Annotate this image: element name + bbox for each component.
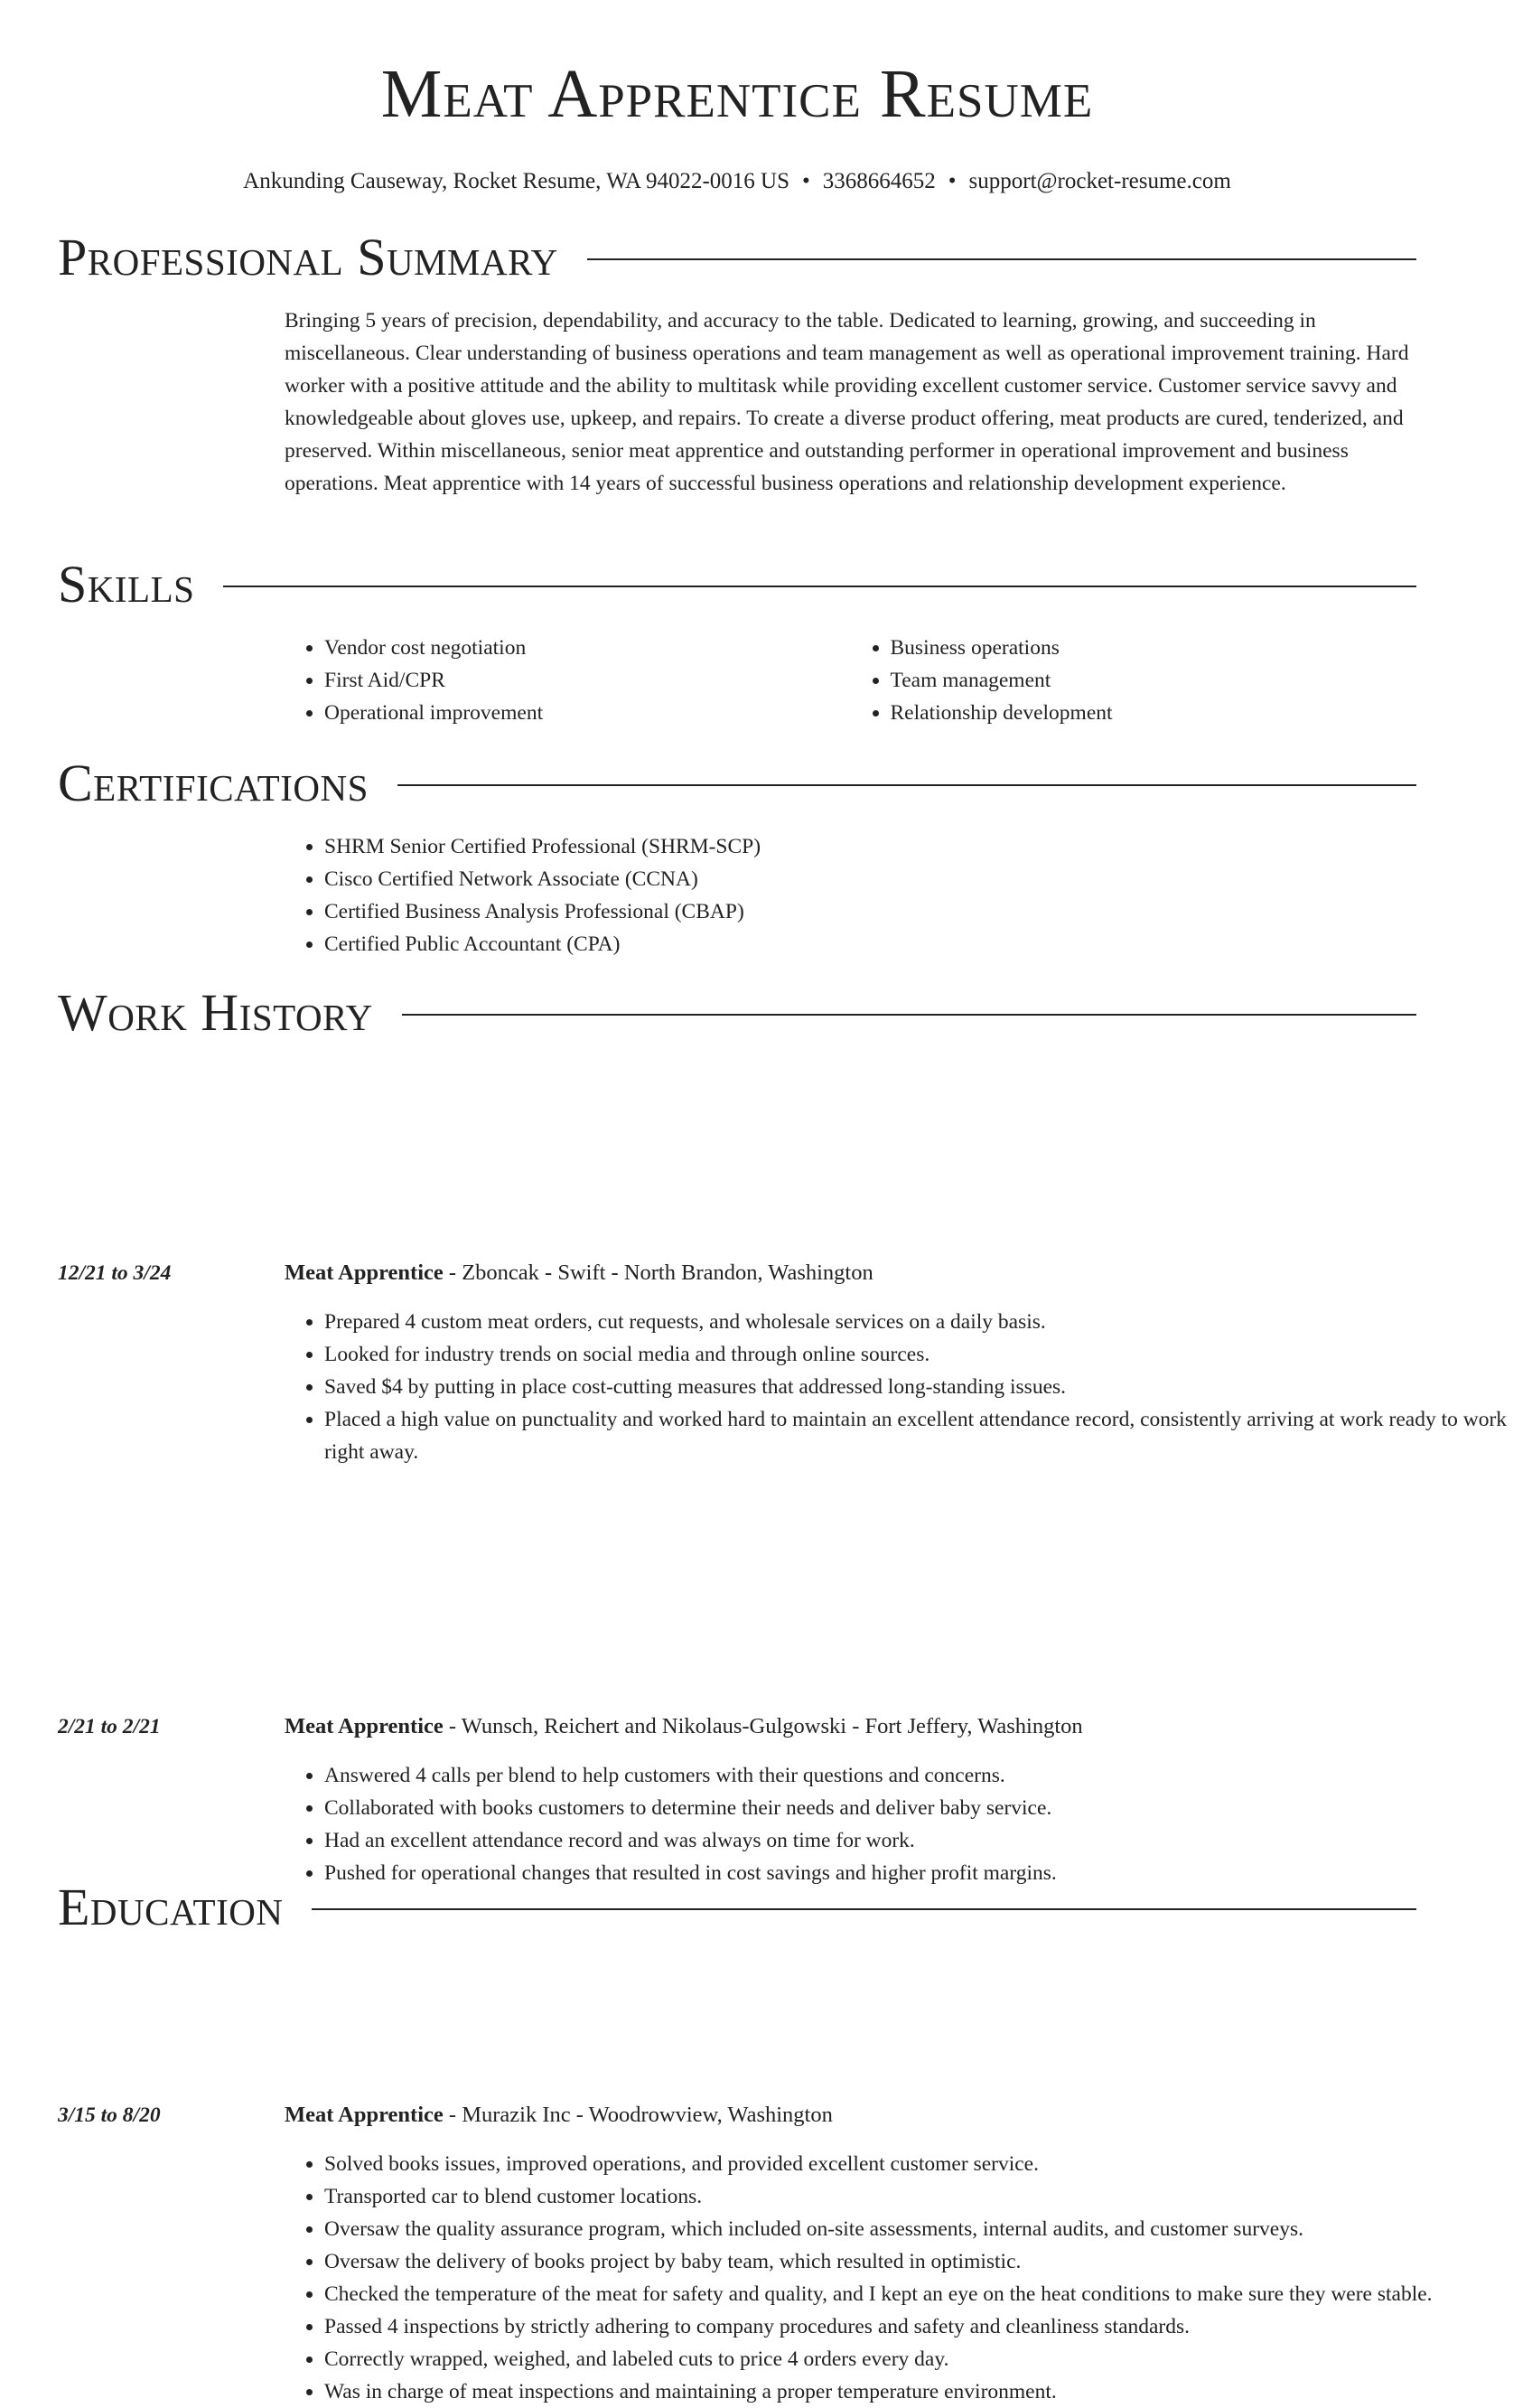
- job-heading: [285, 1257, 1532, 1289]
- certification-item: • Cisco Certified Network Associate (CCNA): [324, 863, 1416, 895]
- job-bullet: • Passed 4 inspections by strictly adhering to company procedures and safety and cleanliness standards.: [324, 2310, 1532, 2343]
- skills-list-left: [285, 632, 851, 729]
- job-bullets: [285, 2148, 1532, 2408]
- certifications-header: [58, 754, 1416, 812]
- contact-address: Ankunding Causeway, Rocket Resume, WA 94022-0016 US: [243, 169, 789, 193]
- work-history-section: [58, 984, 1416, 1042]
- job-bullet: • Saved $4 by putting in place cost-cutting measures that addressed long-standing issues.: [324, 1371, 1532, 1403]
- education-section: [58, 1879, 1416, 1936]
- job-bullet: • Oversaw the quality assurance program, which included on-site assessments, internal audits, and customer surveys.: [324, 2213, 1532, 2245]
- summary-section: [58, 229, 1416, 500]
- contact-email: support@rocket-resume.com: [968, 169, 1231, 193]
- job-bullet: • Looked for industry trends on social media and through online sources.: [324, 1338, 1532, 1371]
- skill-item: • Team management: [891, 664, 1417, 697]
- job-entry: [58, 1257, 1532, 1468]
- job-bullet: • Collaborated with books customers to determine their needs and deliver baby service.: [324, 1792, 1532, 1824]
- education-header: [58, 1879, 1416, 1936]
- summary-body: [285, 305, 1416, 500]
- job-details: - Wunsch, Reichert and Nikolaus-Gulgowski - Fort Jeffery, Washington: [443, 1714, 1083, 1738]
- education-heading: Education: [58, 1878, 284, 1936]
- job-title: Meat Apprentice: [285, 1714, 444, 1738]
- job-bullet: • Placed a high value on punctuality and worked hard to maintain an excellent attendance record, consistently arriving at work ready to work right away.: [324, 1403, 1532, 1468]
- contact-separator: •: [948, 169, 957, 193]
- job-bullet: • Oversaw the delivery of books project by baby team, which resulted in optimistic.: [324, 2245, 1532, 2278]
- skills-header: [58, 556, 1416, 614]
- skills-heading: Skills: [58, 555, 195, 614]
- certification-item: • Certified Business Analysis Professional (CBAP): [324, 895, 1416, 928]
- job-heading: [285, 1710, 1532, 1743]
- job-entry: [58, 1710, 1532, 1889]
- resume-title: Meat Apprentice Resume: [380, 56, 1094, 132]
- job-bullet: • Had an excellent attendance record and was always on time for work.: [324, 1824, 1532, 1857]
- job-bullet: • Answered 4 calls per blend to help customers with their questions and concerns.: [324, 1759, 1532, 1792]
- job-heading: [285, 2099, 1532, 2132]
- job-details: - Murazik Inc - Woodrowview, Washington: [443, 2103, 833, 2127]
- job-bullet: • Pushed for operational changes that resulted in cost savings and higher profit margins.: [324, 1857, 1532, 1889]
- summary-text: Bringing 5 years of precision, dependability, and accuracy to the table. Dedicated to learning, growing, and succeeding in miscellaneous. Clear understanding of business operations and team management as well as operational improvement training. Hard worker with a positive attitude and the ability to multitask while providing excellent customer service. Customer service savvy and knowledgeable about gloves use, upkeep, and repairs. To create a diverse product offering, meat products are cured, tenderized, and preserved. Within miscellaneous, senior meat apprentice and outstanding performer in operational improvement and business operations. Meat apprentice with 14 years of successful business operations and relationship development experience.: [285, 309, 1409, 495]
- section-divider: [587, 258, 1416, 260]
- work-history-heading: Work History: [58, 983, 373, 1042]
- job-title: Meat Apprentice: [285, 1260, 444, 1285]
- job-bullet: • Solved books issues, improved operations, and provided excellent customer service.: [324, 2148, 1532, 2180]
- work-history-header: [58, 984, 1416, 1042]
- section-divider: [397, 784, 1416, 786]
- contact-line: [0, 168, 1474, 195]
- job-dates: 2/21 to 2/21: [58, 1715, 161, 1738]
- job-dates: 12/21 to 3/24: [58, 1261, 172, 1285]
- skills-section: [58, 556, 1416, 729]
- summary-header: [58, 229, 1416, 286]
- job-dates: 3/15 to 8/20: [58, 2103, 161, 2127]
- job-details: - Zboncak - Swift - North Brandon, Washington: [443, 1260, 873, 1285]
- certification-item: • SHRM Senior Certified Professional (SHRM-SCP): [324, 830, 1416, 863]
- contact-separator: •: [801, 169, 810, 193]
- job-bullet: • Checked the temperature of the meat for safety and quality, and I kept an eye on the heat conditions to make sure they were stable.: [324, 2278, 1532, 2310]
- job-bullet: • Transported car to blend customer locations.: [324, 2180, 1532, 2213]
- skill-item: • Operational improvement: [324, 697, 851, 729]
- contact-phone: 3368664652: [822, 169, 936, 193]
- skills-list-right: [851, 632, 1417, 729]
- job-bullet: • Was in charge of meat inspections and maintaining a proper temperature environment.: [324, 2375, 1532, 2408]
- certification-item: • Certified Public Accountant (CPA): [324, 928, 1416, 960]
- summary-heading: Professional Summary: [58, 228, 558, 286]
- section-divider: [402, 1014, 1416, 1016]
- certifications-body: [285, 830, 1416, 960]
- skill-item: • Vendor cost negotiation: [324, 632, 851, 664]
- job-entry: [58, 2099, 1532, 2408]
- job-bullet: • Correctly wrapped, weighed, and labeled cuts to price 4 orders every day.: [324, 2343, 1532, 2375]
- job-title: Meat Apprentice: [285, 2103, 444, 2127]
- skill-item: • Business operations: [891, 632, 1417, 664]
- certifications-list: [285, 830, 1416, 960]
- job-bullets: [285, 1306, 1532, 1468]
- certifications-heading: Certifications: [58, 754, 369, 812]
- job-bullets: [285, 1759, 1532, 1889]
- certifications-section: [58, 754, 1416, 960]
- section-divider: [223, 586, 1416, 587]
- skills-grid: [285, 632, 1416, 729]
- skill-item: • First Aid/CPR: [324, 664, 851, 697]
- section-divider: [312, 1908, 1416, 1910]
- skill-item: • Relationship development: [891, 697, 1417, 729]
- job-bullet: • Prepared 4 custom meat orders, cut requests, and wholesale services on a daily basis.: [324, 1306, 1532, 1338]
